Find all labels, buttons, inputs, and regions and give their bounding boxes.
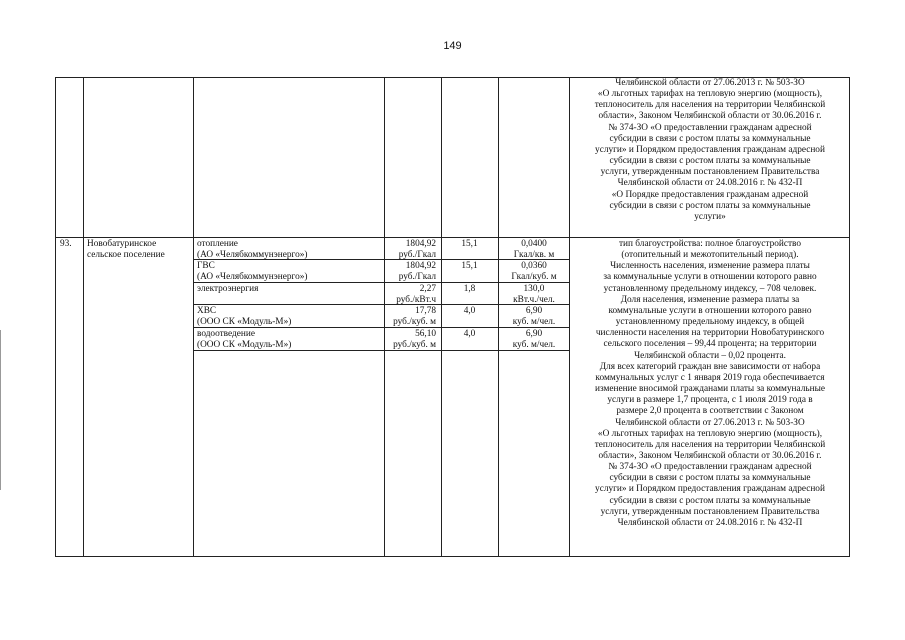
service-norm	[500, 261, 568, 283]
service-name	[197, 239, 307, 261]
note-line: субсидии в связи с ростом платы за коммунальные	[609, 495, 811, 506]
tariff-value: 17,78	[415, 306, 436, 316]
scan-edge-mark	[0, 330, 1, 490]
norm-value: 0,0360	[521, 261, 547, 271]
service-norm	[500, 329, 568, 351]
service-provider: (АО «Челябкоммунэнерго»)	[197, 272, 308, 282]
note-line: коммунальных услуг с 1 января 2019 года обеспечивается	[595, 372, 825, 383]
norm-unit: Гкал/куб. м	[511, 272, 557, 282]
note-line: услуги в размере 1,7 процента, с 1 июля 2019 года в	[607, 395, 813, 406]
service-name	[197, 306, 291, 328]
norm-unit: куб. м/чел.	[512, 340, 556, 350]
note-line: услуги» и Порядком предоставления гражданам адресной	[595, 144, 825, 155]
service-name	[197, 284, 258, 295]
tariff-unit: руб./куб. м	[393, 317, 436, 327]
note-line: услуги»	[694, 211, 726, 222]
service-provider: (АО «Челябкоммунэнерго»)	[197, 250, 308, 260]
settlement-line: сельское поселение	[87, 250, 165, 260]
note-line: установленному предельному индексу, – 708 человек.	[603, 283, 817, 294]
note-line: Челябинской области от 27.06.2013 г. № 503-ЗО	[615, 78, 805, 88]
tariff-value: 2,27	[419, 284, 436, 294]
note-line: теплоноситель для населения на территории Челябинской	[594, 439, 826, 450]
service-norm	[500, 284, 568, 306]
tariff-unit: руб./кВт.ч	[396, 295, 436, 305]
settlement-line: Новобатуринское	[87, 239, 157, 249]
col-divider-3	[384, 78, 385, 556]
note-line: услуги» и Порядком предоставления гражданам адресной	[595, 484, 825, 495]
note-line: установленному предельному индексу, в общей	[615, 317, 805, 328]
note-line: области», Законом Челябинской области от 30.06.2016 г.	[598, 111, 822, 122]
service-volume: 1,8	[463, 284, 476, 294]
note-line: услуги, утвержденным постановлением Правительства	[600, 167, 820, 178]
note-line: субсидии в связи с ростом платы за коммунальные	[609, 200, 811, 211]
note-line: Челябинской области от 24.08.2016 г. № 432-П	[617, 178, 803, 189]
norm-value: 0,0400	[521, 239, 547, 249]
note-line: Доля населения, изменение размера платы за	[620, 294, 800, 305]
note-line: № 374-ЗО «О предоставлении гражданам адресной	[608, 462, 812, 473]
note-line: Для всех категорий граждан вне зависимости от набора	[599, 361, 821, 372]
norm-unit: куб. м/чел.	[512, 317, 556, 327]
note-line: изменение вносимой гражданами платы за коммунальные	[595, 384, 825, 395]
note-line: «О Порядке предоставления гражданам адресной	[611, 189, 809, 200]
tariff-value: 1804,92	[405, 261, 436, 271]
service-tariff	[386, 284, 436, 306]
note-line: области», Законом Челябинской области от 30.06.2016 г.	[598, 450, 822, 461]
prev-row-notes	[572, 78, 848, 223]
service-norm	[500, 306, 568, 328]
note-line: Челябинской области от 27.06.2013 г. № 503-ЗО	[615, 417, 805, 428]
norm-value: 6,90	[525, 329, 543, 339]
service-volume: 4,0	[463, 306, 476, 316]
service-title: ХВС	[197, 306, 217, 316]
service-provider: (ООО СК «Модуль-М»)	[197, 317, 292, 327]
note-line: услуги, утвержденным постановлением Правительства	[600, 506, 820, 517]
note-line: субсидии в связи с ростом платы за коммунальные	[609, 473, 811, 484]
norm-value: 6,90	[525, 306, 543, 316]
col-divider-1	[83, 78, 84, 556]
note-line: субсидии в связи с ростом платы за коммунальные	[609, 156, 811, 167]
service-provider: (ООО СК «Модуль-М»)	[197, 340, 292, 350]
service-tariff	[386, 329, 436, 351]
tariff-unit: руб./Гкал	[398, 250, 436, 260]
page-number: 149	[443, 40, 462, 52]
service-title: отопление	[197, 239, 238, 249]
tariff-table	[55, 77, 850, 557]
note-line: Челябинской области от 24.08.2016 г. № 432-П	[617, 517, 803, 528]
tariff-value: 1804,92	[405, 239, 436, 249]
note-line: тип благоустройства: полное благоустройство	[618, 239, 802, 249]
settlement-name	[87, 239, 165, 261]
note-line: теплоноситель для населения на территории Челябинской	[594, 100, 826, 111]
row-separator	[56, 237, 849, 238]
row93-notes	[572, 239, 848, 529]
note-line: «О льготных тарифах на тепловую энергию (мощность),	[597, 428, 823, 439]
note-line: Челябинской области – 0,02 процента.	[634, 350, 786, 361]
col-divider-5	[498, 78, 499, 556]
service-norm	[500, 239, 568, 261]
service-title: водоотведение	[197, 329, 255, 339]
service-name	[197, 261, 307, 283]
service-title: ГВС	[197, 261, 215, 271]
col-divider-6	[569, 78, 570, 556]
service-volume: 15,1	[461, 239, 478, 249]
service-title: электроэнергия	[197, 284, 259, 294]
service-tariff	[386, 261, 436, 283]
service-tariff	[386, 239, 436, 261]
note-line: сельского поселения – 99,44 процента; на территории	[603, 339, 817, 350]
note-line: размере 2,0 процента в соответствии с Законом	[616, 406, 804, 417]
row-number: 93.	[60, 239, 72, 249]
note-line: «О льготных тарифах на тепловую энергию (мощность),	[597, 89, 823, 100]
note-line: (отопительный и межотопительный период).	[621, 250, 799, 261]
tariff-unit: руб./куб. м	[393, 340, 436, 350]
col-divider-2	[193, 78, 194, 556]
tariff-unit: руб./Гкал	[398, 272, 436, 282]
norm-unit: Гкал/кв. м	[513, 250, 555, 260]
note-line: за коммунальные услуги в отношении которого равно	[603, 272, 817, 283]
note-line: Численность населения, изменение размера платы	[610, 261, 810, 272]
note-line: № 374-ЗО «О предоставлении гражданам адресной	[608, 122, 812, 133]
norm-unit: кВт.ч./чел.	[513, 295, 555, 305]
note-line: коммунальные услуги в отношении которого равно	[608, 305, 812, 316]
col-divider-4	[441, 78, 442, 556]
service-name	[197, 329, 291, 351]
norm-value: 130,0	[523, 284, 545, 294]
note-line: субсидии в связи с ростом платы за коммунальные	[609, 133, 811, 144]
tariff-value: 56,10	[415, 329, 436, 339]
service-volume: 15,1	[461, 261, 478, 271]
service-volume: 4,0	[463, 329, 476, 339]
service-tariff	[386, 306, 436, 328]
note-line: численности населения на территории Новобатуринского	[595, 328, 825, 339]
